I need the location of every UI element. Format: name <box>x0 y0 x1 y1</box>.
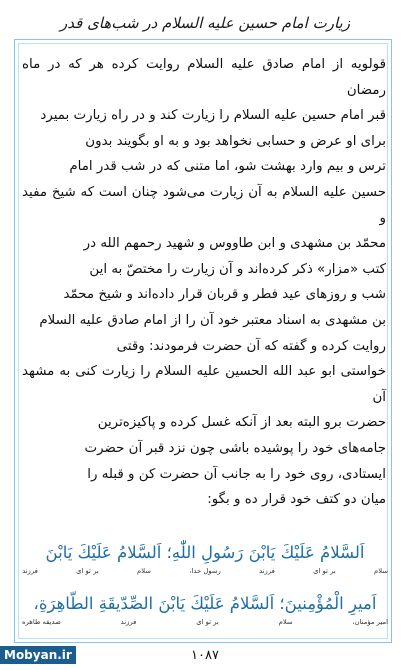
arabic-verse-1 <box>18 540 392 576</box>
gloss-word: بر تو اى <box>196 618 219 626</box>
text-line: حسين عليه السلام به آن زيارت مى‌شود چنان است كه شيخ مفيد و <box>22 184 386 226</box>
gloss-word: سلام <box>278 618 293 626</box>
arabic-text: اَميرِ الْمُؤْمِنينَ؛ اَلسَّلامُ عَلَيْكَ يَابْنَ الصِّدّيقَةِ الطّاهِرَةِ، <box>33 594 377 613</box>
body-paragraph <box>22 52 386 513</box>
gloss-word: سلام <box>374 567 388 575</box>
site-watermark: Mobyan.ir <box>0 646 76 664</box>
text-line: حضرت برو البته بعد از آنكه غسل كرده و پاكيزه‌ترين <box>97 415 386 431</box>
text-line: براى او عرض و حسابى نخواهد بود و به او بگويند بدون <box>85 133 386 149</box>
text-line: محمّد بن مشهدى و ابن طاووس و شهيد رحمهم الله در <box>83 236 386 252</box>
persian-gloss-row <box>18 566 392 576</box>
text-line: ايستادى، روى خود را به جانب آن حضرت كن و قبله را <box>87 466 386 482</box>
text-line: ميان دو كتف خود قرار ده و بگو: <box>207 492 386 508</box>
text-line: بن مشهدى به اسناد معتبر خود آن را از امام صادق عليه السلام <box>39 312 386 328</box>
text-line: خواستى ابو عبد الله الحسين عليه السلام را زيارت كنى به مشهد آن <box>22 364 386 405</box>
gloss-word: فرزند <box>120 618 137 626</box>
page-number: ۱۰۸۷ <box>191 648 219 663</box>
gloss-word: رسول خدا، <box>189 567 221 575</box>
gloss-word: صديقه طاهره <box>22 618 61 626</box>
text-line: قولويه از امام صادق عليه السلام روايت كرده هر كه در ماه رمضان <box>22 57 386 98</box>
text-line: قبر امام حسين عليه السلام را زيارت كند و در راه زيارت بميرد <box>40 108 386 124</box>
gloss-word: بر تو اى <box>76 567 99 575</box>
gloss-word: بر تو اى <box>313 567 336 575</box>
arabic-verse-2 <box>18 591 392 627</box>
gloss-word: سلام <box>137 567 151 575</box>
persian-gloss-row <box>18 617 392 627</box>
arabic-text: اَلسَّلامُ عَلَيْكَ يَابْنَ رَسُولِ اللّٰهِ؛ اَلسَّلامُ عَلَيْكَ يَابْنَ <box>45 543 365 562</box>
text-line: روايت كرده و گفته كه آن حضرت فرمودند: وقتى <box>116 338 386 354</box>
gloss-word: امير مؤمنان، <box>352 618 388 626</box>
gloss-word: فرزند <box>22 567 38 575</box>
text-line: ترس و بيم وارد بهشت شو، اما متنى كه در شب قدر امام <box>69 159 386 175</box>
page-header-title: زيارت امام حسين عليه السلام در شب‌هاى قدر <box>60 14 350 32</box>
text-line: جامه‌هاى خود را پوشيده باشى چون نزد قبر آن حضرت <box>84 440 386 456</box>
text-line: كتب «مزار» ذكر كرده‌اند و آن زيارت را مختصّ به اين <box>89 261 386 277</box>
gloss-word: فرزند <box>259 567 275 575</box>
text-line: شب و روزهاى عيد فطر و قربان قرار داده‌اند و شيخ محمّد <box>63 287 386 303</box>
